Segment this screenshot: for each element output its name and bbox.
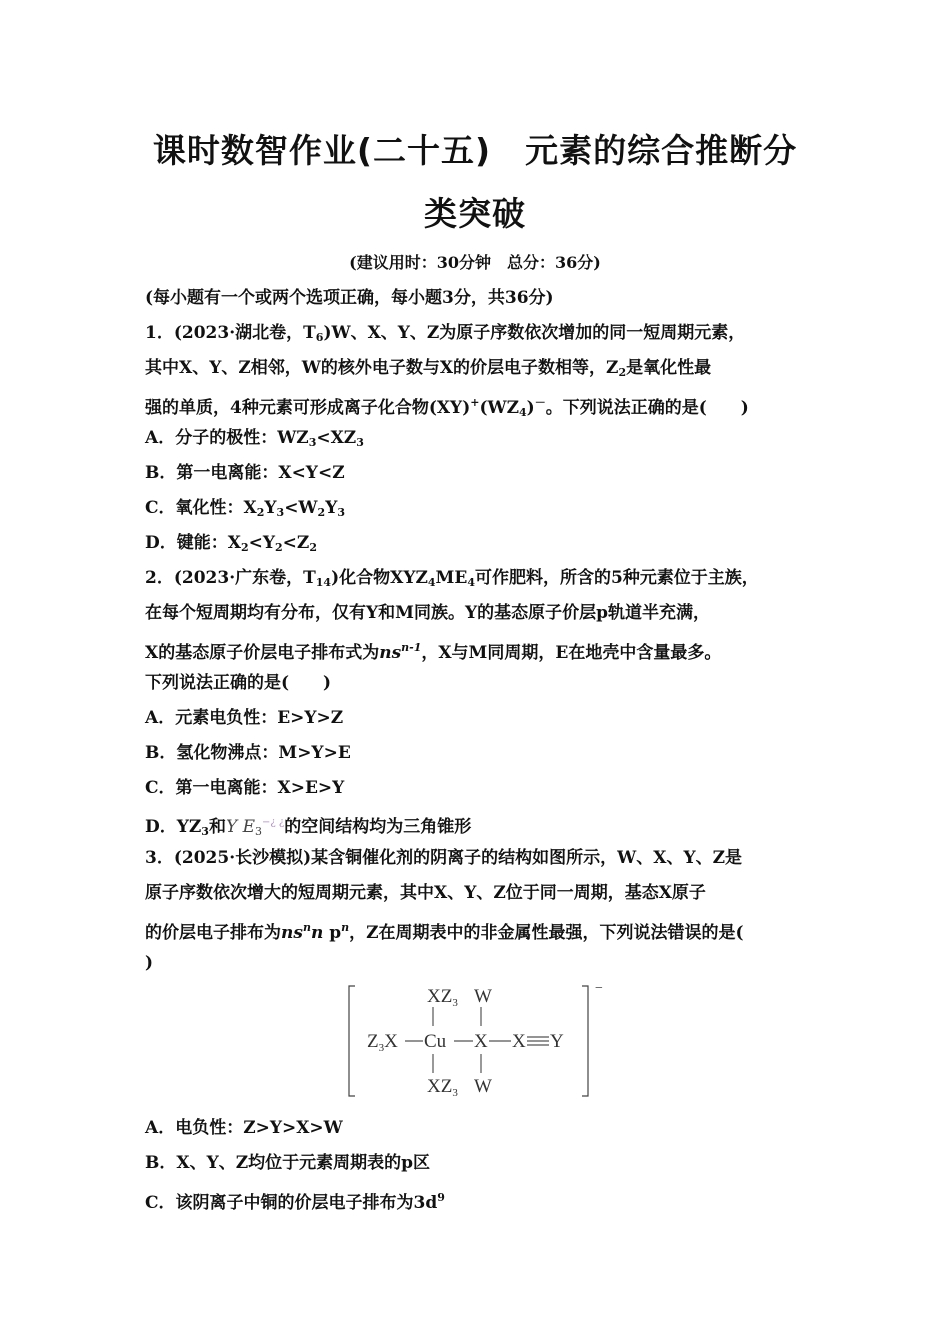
- q3-line2: 原子序数依次增大的短周期元素，其中X、Y、Z位于同一周期，基态X原子: [145, 883, 706, 903]
- left-bracket: [349, 986, 355, 1096]
- q1-line1: 1．(2023·湖北卷，$T_6)W$、X、Y、Z为原子序数依次增加的同一短周期元素，: [145, 323, 746, 344]
- q3-line3: 的价层电子排布为$ns^nn$ $p^n$，Z在周期表中的非金属性最强，下列说法错误的是(: [145, 921, 744, 943]
- q2-option-d[interactable]: D．$YZ_3$和Y $E_3^{-¿ ¿}$的空间结构均为三角锥形: [145, 817, 472, 838]
- q3-line1: 3．(2025·长沙模拟)某含铜催化剂的阴离子的结构如图所示，W、X、Y、Z是: [145, 848, 742, 868]
- charge: −: [595, 982, 603, 996]
- top-right-atom: W: [474, 986, 492, 1007]
- q2-option-b[interactable]: B．氢化物沸点：M>Y>E: [145, 743, 351, 763]
- q3-option-c[interactable]: C．该阴离子中铜的价层电子排布为$3d^9$: [145, 1191, 445, 1213]
- time-note: (建议用时：30分钟 总分：36分): [349, 253, 601, 272]
- q1-line3: 强的单质，4种元素可形成离子化合物$(XY)^+(WZ_4)^-$。下列说法正确的是( ): [145, 396, 749, 419]
- nitrile-x-atom: X: [512, 1031, 526, 1052]
- mid-left-group: $Z_3X$: [367, 1031, 398, 1054]
- copper-anion-structure: [345, 982, 610, 1100]
- q2-option-c[interactable]: C．第一电离能：X>E>Y: [145, 778, 345, 798]
- right-bracket: [582, 986, 588, 1096]
- instruction: (每小题有一个或两个选项正确，每小题3分，共36分): [145, 288, 554, 308]
- bottom-right-atom: W: [474, 1076, 492, 1097]
- top-left-group: $XZ_3$: [427, 986, 458, 1009]
- y-atom: Y: [550, 1031, 564, 1052]
- q3-line4: ): [145, 953, 154, 973]
- q2-formula: Y E: [225, 817, 255, 837]
- q2-line2: 在每个短周期均有分布，仅有Y和M同族。Y的基态原子价层p轨道半充满，: [145, 603, 710, 623]
- q3-option-b[interactable]: B．X、Y、Z均位于元素周期表的p区: [145, 1153, 430, 1173]
- q1-option-a[interactable]: A．分子的极性：$WZ_3<XZ_3$: [145, 428, 364, 449]
- page-title-line2: 类突破: [424, 194, 526, 233]
- page-title-line1: 课时数智作业(二十五) 元素的综合推断分: [152, 131, 798, 170]
- center-x-atom: X: [474, 1031, 488, 1052]
- q2-option-a[interactable]: A．元素电负性：E>Y>Z: [145, 708, 344, 728]
- q2-line4: 下列说法正确的是( ): [145, 673, 332, 693]
- q1-option-b[interactable]: B．第一电离能：X<Y<Z: [145, 463, 345, 483]
- q1-option-c[interactable]: C．氧化性：$X_2Y_3<W_2Y_3$: [145, 498, 345, 519]
- cu-atom: Cu: [424, 1031, 447, 1052]
- q1-line2: 其中X、Y、Z相邻，W的核外电子数与X的价层电子数相等，$Z_2$是氧化性最: [145, 358, 712, 379]
- q2-line1: 2．(2023·广东卷，$T_{14}$)化合物$XYZ_4ME_4$可作肥料，所含的5种元素位于主族，: [145, 568, 759, 589]
- q2-line3: X的基态原子价层电子排布式为$ns^{n-1}$，X与M同周期，E在地壳中含量最多。: [145, 641, 722, 663]
- q3-option-a[interactable]: A．电负性：Z>Y>X>W: [145, 1118, 343, 1138]
- bottom-left-group: $XZ_3$: [427, 1076, 458, 1099]
- q1-option-d[interactable]: D．键能：$X_2<Y_2<Z_2$: [145, 533, 317, 554]
